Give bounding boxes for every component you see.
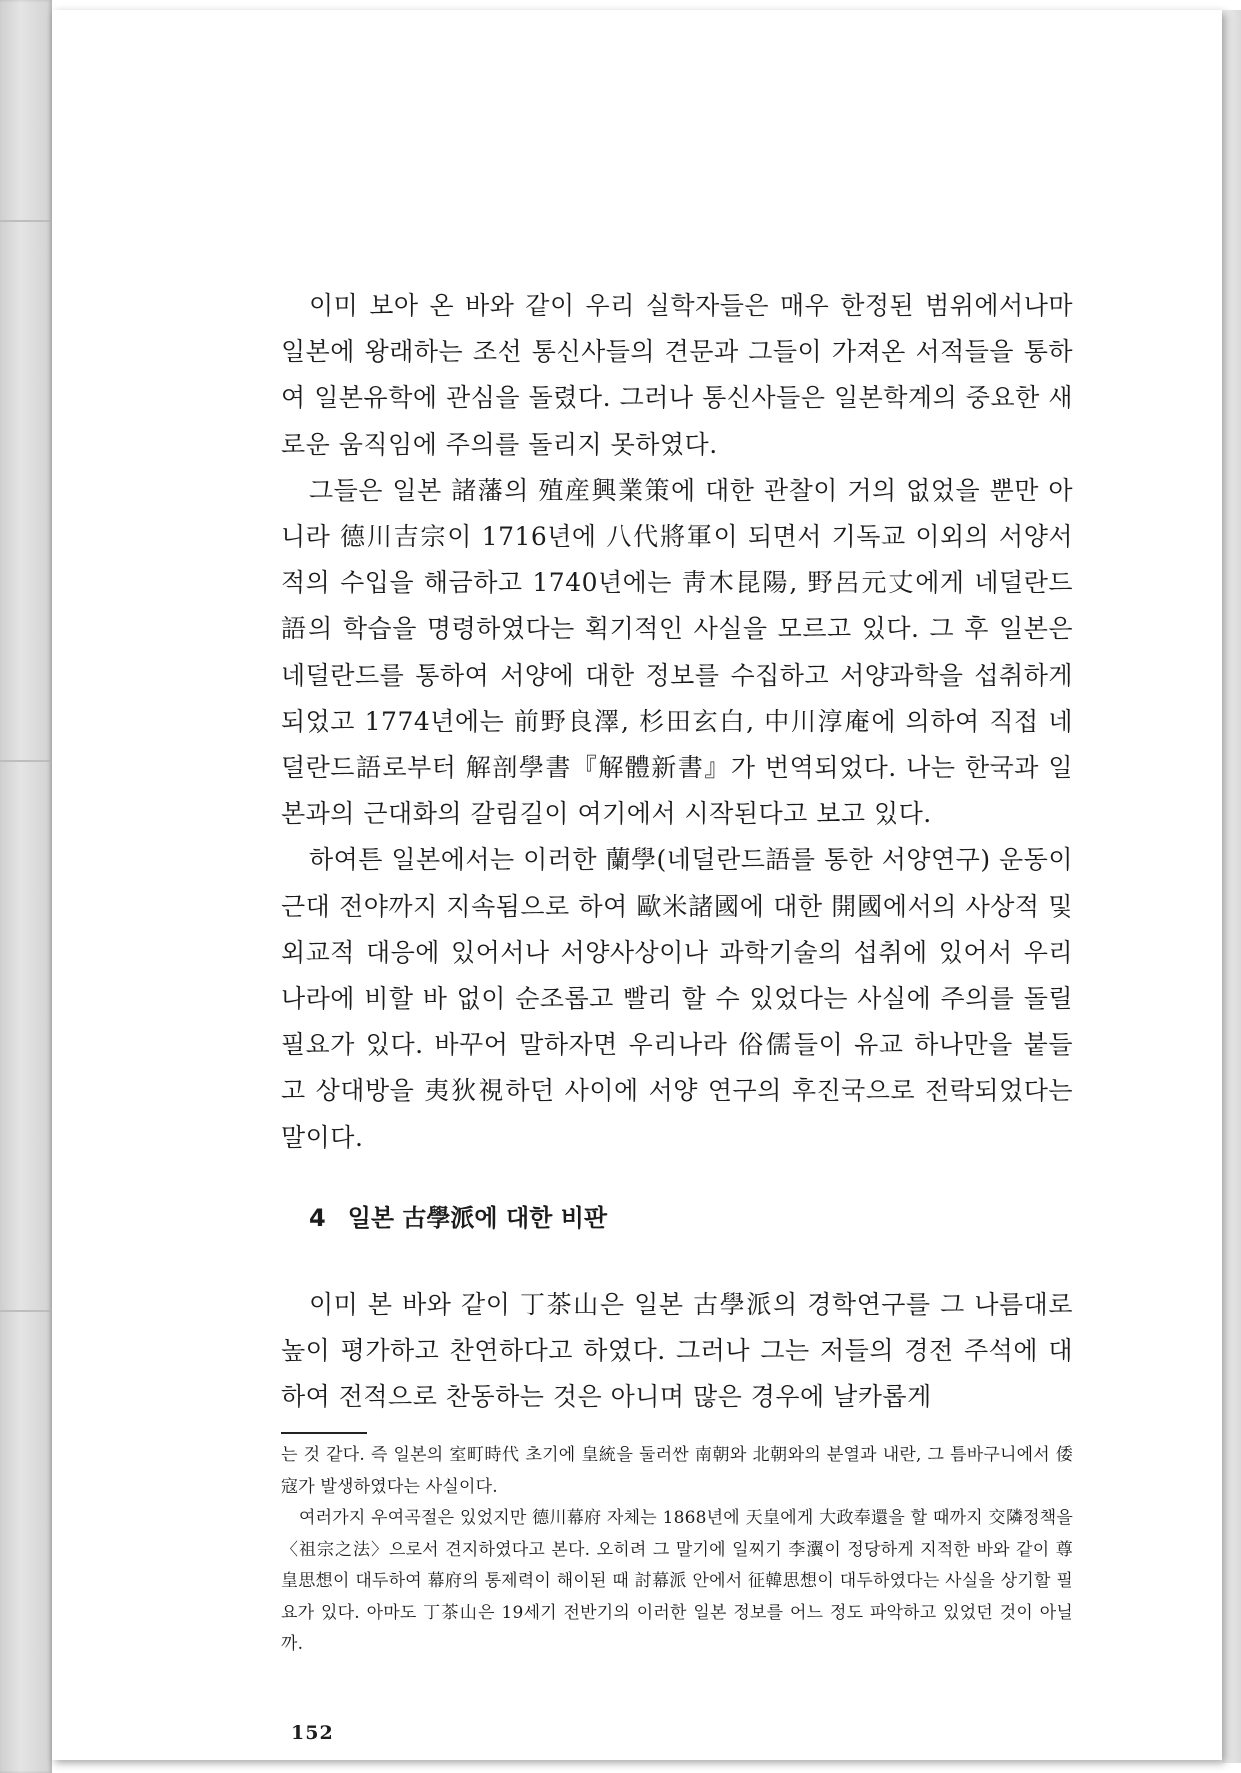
paragraph: 이미 보아 온 바와 같이 우리 실학자들은 매우 한정된 범위에서나마 일본에 왕래하는 조선 통신사들의 견문과 그들이 가져온 서적들을 통하여 일본유학에 관심을 돌렸다. 그러나 통신사들은 일본학계의 중요한 새로운 움직임에 주의를 돌리지 못하였다. (281, 291, 1073, 459)
footnote: 는 것 같다. 즉 일본의 室町時代 초기에 皇統을 둘러싼 南朝와 北朝와의 분열과 내란, 그 틈바구니에서 倭寇가 발생하였다는 사실이다. (281, 1445, 1073, 1497)
section-number: 4 (309, 1203, 326, 1232)
footnote-divider (281, 1432, 367, 1434)
page-content (281, 283, 1073, 1661)
book-edge (0, 0, 52, 1773)
book-edge-line (0, 760, 52, 762)
section-heading (309, 1198, 1073, 1238)
paragraph: 하여튼 일본에서는 이러한 蘭學(네덜란드語를 통한 서양연구) 운동이 근대 전야까지 지속됨으로 하여 歐米諸國에 대한 開國에서의 사상적 및 외교적 대응에 있어서나 서양사상이나 과학기술의 섭취에 있어서 우리나라에 비할 바 없이 순조롭고 빨리 할 수 있었다는 사실에 주의를 돌릴 필요가 있다. 바꾸어 말하자면 우리나라 俗儒들이 유교 하나만을 붙들고 상대방을 夷狄視하던 사이에 서양 연구의 후진국으로 전락되었다는 말이다. (281, 845, 1073, 1152)
paragraph: 그들은 일본 諸藩의 殖産興業策에 대한 관찰이 거의 없었을 뿐만 아니라 德川吉宗이 1716년에 八代將軍이 되면서 기독교 이외의 서양서적의 수입을 해금하고 1740년에는 靑木昆陽, 野呂元丈에게 네덜란드語의 학습을 명령하였다는 획기적인 사실을 모르고 있다. 그 후 일본은 네덜란드를 통하여 서양에 대한 정보를 수집하고 서양과학을 섭취하게 되었고 1774년에는 前野良澤, 杉田玄白, 中川淳庵에 의하여 직접 네덜란드語로부터 解剖學書『解體新書』가 번역되었다. 나는 한국과 일본과의 근대화의 갈림길이 여기에서 시작된다고 보고 있다. (281, 475, 1073, 829)
paragraph: 이미 본 바와 같이 丁茶山은 일본 古學派의 경학연구를 그 나름대로 높이 평가하고 찬연하다고 하였다. 그러나 그는 저들의 경전 주석에 대하여 전적으로 찬동하는 것은 아니며 많은 경우에 날카롭게 (281, 1289, 1073, 1412)
section-title: 일본 古學派에 대한 비판 (347, 1203, 608, 1232)
book-edge-line (0, 1310, 52, 1312)
page-number: 152 (291, 1722, 334, 1744)
book-edge-line (0, 220, 52, 222)
page-shadow (1222, 10, 1241, 1763)
footnote: 여러가지 우여곡절은 있었지만 德川幕府 자체는 1868년에 天皇에게 大政奉還을 할 때까지 交隣정책을〈祖宗之法〉으로서 견지하였다고 본다. 오히려 그 말기에 일찌기 李瀷이 정당하게 지적한 바와 같이 尊皇思想이 대두하여 幕府의 통제력이 해이된 때 討幕派 안에서 征韓思想이 대두하였다는 사실을 상기할 필요가 있다. 아마도 丁茶山은 19세기 전반기의 이러한 일본 정보를 어느 정도 파악하고 있었던 것이 아닐까. (281, 1508, 1073, 1655)
